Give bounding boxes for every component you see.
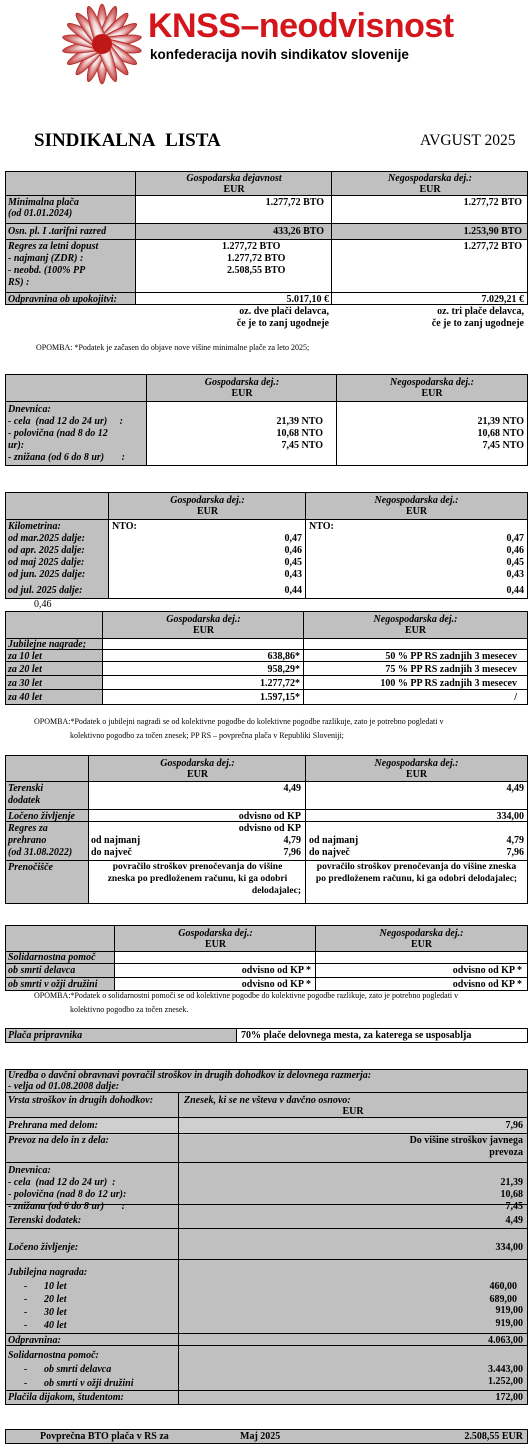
value: 7,45 NTO	[482, 440, 524, 451]
unit-label: NTO:	[309, 521, 334, 532]
list-dash: -	[24, 1364, 28, 1375]
col-header-neg: Negospodarska dej.:	[374, 758, 459, 769]
col-header-eur: EUR	[342, 1106, 364, 1117]
value: če je to zanj ugodneje	[431, 318, 524, 329]
row-label: od jun. 2025 dalje:	[8, 569, 86, 580]
row-label: 40 let	[44, 1320, 67, 1331]
value: odvisno od KP *	[241, 965, 311, 976]
row-label: Prenočišče	[8, 862, 53, 873]
row-label: - znižana (od 6 do 8 ur) :	[8, 1201, 125, 1212]
col-header-gos: Gospodarska dejavnost	[186, 173, 282, 184]
value: 1.597,15*	[260, 692, 300, 703]
value-label: od najmanj	[91, 835, 141, 846]
section-title: - velja od 01.08.2008 dalje:	[8, 1081, 120, 1092]
row-label: Odpravnina:	[8, 1335, 61, 1346]
row-label: RS) :	[8, 277, 30, 288]
value: prevoza	[489, 1147, 523, 1158]
col-header-neg: Negospodarska dej.:	[373, 614, 458, 625]
list-dash: -	[24, 1281, 28, 1292]
col-header-gos: Gospodarska dej.:	[160, 758, 235, 769]
row-label: Jubilejne nagrade;	[8, 639, 87, 650]
value: če je to zanj ugodneje	[236, 318, 329, 329]
col-header-eur: EUR	[404, 625, 427, 636]
col-header-neg: Negospodarska dej.:	[390, 377, 474, 388]
row-label: ob smrti delavca	[8, 965, 76, 976]
row-label: (od 01.01.2024)	[8, 208, 73, 219]
value: 10,68 NTO	[477, 428, 524, 439]
value: 1.277,72 BTO	[463, 197, 522, 208]
value: odvisno od KP *	[452, 965, 522, 976]
row-label: Prevoz na delo in z dela:	[8, 1135, 109, 1146]
section-title: Uredba o davčni obravnavi povračil stroškov in drugih dohodkov iz delovnega razmerja:	[8, 1070, 372, 1081]
value: oz. tri plače delavca,	[437, 306, 524, 317]
value: povračilo stroškov prenočevanja do višine zneska	[316, 862, 517, 872]
value: 919,00	[495, 1305, 523, 1316]
value: zneska po predloženem računu, ki ga odobri	[107, 874, 288, 884]
value: odvisno od KP	[238, 811, 301, 822]
row-label: Solidarnostna pomoč:	[8, 1350, 99, 1361]
col-header-eur: EUR	[410, 939, 433, 950]
row-label: Osn. pl. I .tarifni razred	[8, 226, 107, 237]
value: 1.253,90 BTO	[463, 226, 522, 237]
value: 1.277,72 BTO	[265, 197, 324, 208]
value: 7,96	[506, 847, 524, 858]
col-header-eur: EUR	[419, 184, 441, 195]
value: 7,96	[283, 847, 301, 858]
value: 0,44	[284, 585, 302, 596]
value: 100 % PP RS zadnjih 3 mesecev	[380, 678, 517, 689]
value: 0,46	[506, 545, 524, 556]
col-header-neg: Negospodarska dej.:	[374, 495, 459, 506]
footer-label: Povprečna BTO plača v RS za	[40, 1431, 169, 1442]
value: 0,43	[284, 569, 302, 580]
value: 21,39 NTO	[276, 416, 323, 427]
value: 4,79	[506, 835, 524, 846]
value: 1.252,00	[488, 1376, 523, 1387]
row-label: Regres za	[8, 823, 48, 834]
col-header-gos: Gospodarska dej.:	[170, 495, 245, 506]
value: 4,49	[505, 1215, 523, 1226]
value: 50 % PP RS zadnjih 3 mesecev	[385, 651, 517, 662]
list-dash: -	[24, 1294, 28, 1305]
row-label: - neobd. (100% PP	[8, 265, 86, 276]
row-label: ob smrti v ožji družini	[44, 1378, 134, 1389]
value: Do višine stroškov javnega	[409, 1135, 523, 1146]
value: 1.277,72*	[260, 678, 300, 689]
row-label: - polovična (nad 8 do 12	[8, 428, 108, 439]
note: OPOMBA:*Podatek o jubilejni nagradi se od kolektivne pogodbe do kolektivne pogodbe razlikuje, zato je potrebno pogledati v	[34, 717, 444, 726]
row-label: Prehrana med delom:	[8, 1120, 98, 1131]
value: 958,29*	[267, 664, 300, 675]
value: 10,68	[500, 1189, 523, 1200]
row-label: za 10 let	[8, 651, 42, 662]
col-header-eur: EUR	[421, 388, 443, 399]
value: odvisno od KP *	[452, 979, 522, 990]
footer-value: 2.508,55 EUR	[464, 1431, 523, 1442]
col-header-eur: EUR	[223, 184, 245, 195]
value: 5.017,10 €	[286, 294, 329, 305]
row-label: Plača pripravnika	[8, 1030, 83, 1041]
value: 638,86*	[267, 651, 300, 662]
col-header-gos: Gospodarska dej.:	[178, 928, 253, 939]
col-header-neg: Negospodarska dej.:	[388, 173, 472, 184]
value: 0,44	[506, 585, 524, 596]
value: 21,39	[500, 1177, 523, 1188]
row-label: - cela (nad 12 do 24 ur) :	[8, 416, 123, 427]
value: 70% plače delovnega mesta, za katerega se usposablja	[241, 1030, 472, 1041]
value: 7,45 NTO	[281, 440, 323, 451]
row-label: ob smrti delavca	[44, 1364, 112, 1375]
brand-name: KNSS–neodvisnost	[148, 7, 454, 45]
col-header-eur: EUR	[204, 939, 227, 950]
row-label: za 40 let	[8, 692, 42, 703]
col-header-left: Vrsta stroškov in drugih dohodkov:	[8, 1095, 154, 1106]
row-label: Minimalna plača	[8, 197, 79, 208]
value: 0,47	[284, 533, 302, 544]
value: 334,00	[495, 1242, 523, 1253]
value: 4,79	[283, 835, 301, 846]
value: 75 % PP RS zadnjih 3 mesecev	[385, 664, 517, 675]
flower-logo-icon	[2, 0, 162, 92]
row-label: - najmanj (ZDR) :	[8, 253, 84, 264]
value: odvisno od KP	[238, 823, 301, 834]
row-label: Regres za letni dopust	[8, 241, 99, 252]
col-header-eur: EUR	[196, 506, 219, 517]
value: odvisno od KP *	[241, 979, 311, 990]
row-label: Ločeno življenje:	[8, 1242, 79, 1253]
value: 460,00	[489, 1281, 517, 1292]
value: 3.443,00	[488, 1364, 523, 1375]
brand-tagline: konfederacija novih sindikatov slovenije	[150, 47, 409, 62]
value: 21,39 NTO	[477, 416, 524, 427]
footer-month: Maj 2025	[240, 1431, 281, 1442]
col-header-gos: Gospodarska dej.:	[166, 614, 241, 625]
value: 1.277,72 BTO	[463, 241, 522, 252]
value: oz. dve plači delavca,	[239, 306, 329, 317]
row-label: od apr. 2025 dalje:	[8, 545, 85, 556]
row-label: Kilometrina:	[8, 521, 61, 532]
value: 0,45	[506, 557, 524, 568]
note: kolektivno pogodbo za točen znesek.	[70, 1005, 189, 1014]
row-label: dodatek	[8, 795, 41, 806]
value: 0,43	[506, 569, 524, 580]
value: 10,68 NTO	[276, 428, 323, 439]
col-header-gos: Gospodarska dej.:	[204, 377, 280, 388]
value: delodajalec;	[251, 886, 301, 896]
row-label: - cela (nad 12 do 24 ur) :	[8, 1177, 116, 1188]
value: 689,00	[489, 1294, 517, 1305]
value: 4,49	[506, 783, 524, 794]
row-label: od maj 2025 dalje:	[8, 557, 85, 568]
row-label: Ločeno življenje	[8, 811, 75, 822]
col-header-neg: Negospodarska dej.:	[379, 928, 464, 939]
page-title: SINDIKALNA LISTA	[34, 130, 221, 151]
value: 433,26 BTO	[273, 226, 324, 237]
col-header-eur: EUR	[405, 506, 428, 517]
row-label: - znižana (od 6 do 8 ur) :	[8, 452, 125, 463]
value: 0,46	[284, 545, 302, 556]
stray-value: 0,46	[34, 599, 52, 610]
row-label: Solidarnostna pomoč	[8, 952, 96, 963]
value: 1.277,72 BTO	[222, 241, 281, 252]
value: 7,96	[505, 1120, 523, 1131]
value: 172,00	[495, 1392, 523, 1403]
logo	[2, 0, 162, 92]
note: kolektivno pogodbo za točen znesek; PP RS – povprečna plača v Republiki Sloveniji;	[70, 731, 344, 740]
value: 7,45	[505, 1201, 523, 1212]
row-label: ur):	[8, 440, 25, 451]
col-header-eur: EUR	[186, 769, 209, 780]
value: 919,00	[495, 1318, 523, 1329]
row-label: za 20 let	[8, 664, 42, 675]
value: 4.063,00	[488, 1335, 523, 1346]
value: 0,45	[284, 557, 302, 568]
row-label: Terenski dodatek:	[8, 1215, 82, 1226]
row-label: od jul. 2025 dalje:	[8, 585, 83, 596]
row-label: prehrano	[8, 835, 47, 846]
row-label: 20 let	[44, 1294, 67, 1305]
value: 334,00	[496, 811, 524, 822]
row-label: Jubilejna nagrada:	[8, 1267, 88, 1278]
value: 7.029,21 €	[481, 294, 524, 305]
list-dash: -	[24, 1307, 28, 1318]
row-label: za 30 let	[8, 678, 42, 689]
unit-label: NTO:	[112, 521, 137, 532]
value: po predloženem računu, ki ga odobri delodajalec;	[315, 874, 518, 884]
row-label: 30 let	[44, 1307, 67, 1318]
col-header-eur: EUR	[405, 769, 428, 780]
value-label: do največ	[309, 847, 350, 858]
value: 1.277,72 BTO	[227, 253, 286, 264]
value-label: do največ	[91, 847, 132, 858]
col-header-right: Znesek, ki se ne všteva v davčno osnovo:	[184, 1095, 351, 1106]
row-label: Terenski	[8, 783, 44, 794]
col-header-eur: EUR	[231, 388, 253, 399]
col-header-eur: EUR	[192, 625, 215, 636]
note: OPOMBA: *Podatek je začasen do objave nove višine minimalne plače za leto 2025;	[36, 343, 310, 352]
row-label: ob smrti v ožji družini	[8, 979, 98, 990]
value: /	[514, 692, 517, 703]
row-label: (od 31.08.2022)	[8, 847, 73, 858]
row-label: od mar.2025 dalje:	[8, 533, 85, 544]
row-label: 10 let	[44, 1281, 67, 1292]
row-label: - polovična (nad 8 do 12 ur):	[8, 1189, 127, 1200]
row-label: Dnevnica:	[8, 404, 51, 415]
value: povračilo stroškov prenočevanja do višine	[112, 862, 283, 872]
value-label: od najmanj	[309, 835, 359, 846]
list-dash: -	[24, 1378, 28, 1389]
row-label: Plačila dijakom, študentom:	[8, 1392, 124, 1403]
list-dash: -	[24, 1320, 28, 1331]
value: 0,47	[506, 533, 524, 544]
value: 4,49	[283, 783, 301, 794]
row-label: Odpravnina ob upokojitvi:	[8, 294, 117, 305]
row-label: Dnevnica:	[8, 1165, 51, 1176]
note: OPOMBA:*Podatek o solidarnostni pomoči se od kolektivne pogodbe do kolektivne pogodbe razlikuje, zato je potrebno pogledati v	[34, 991, 459, 1000]
value: 2.508,55 BTO	[227, 265, 286, 276]
period: AVGUST 2025	[420, 132, 516, 149]
